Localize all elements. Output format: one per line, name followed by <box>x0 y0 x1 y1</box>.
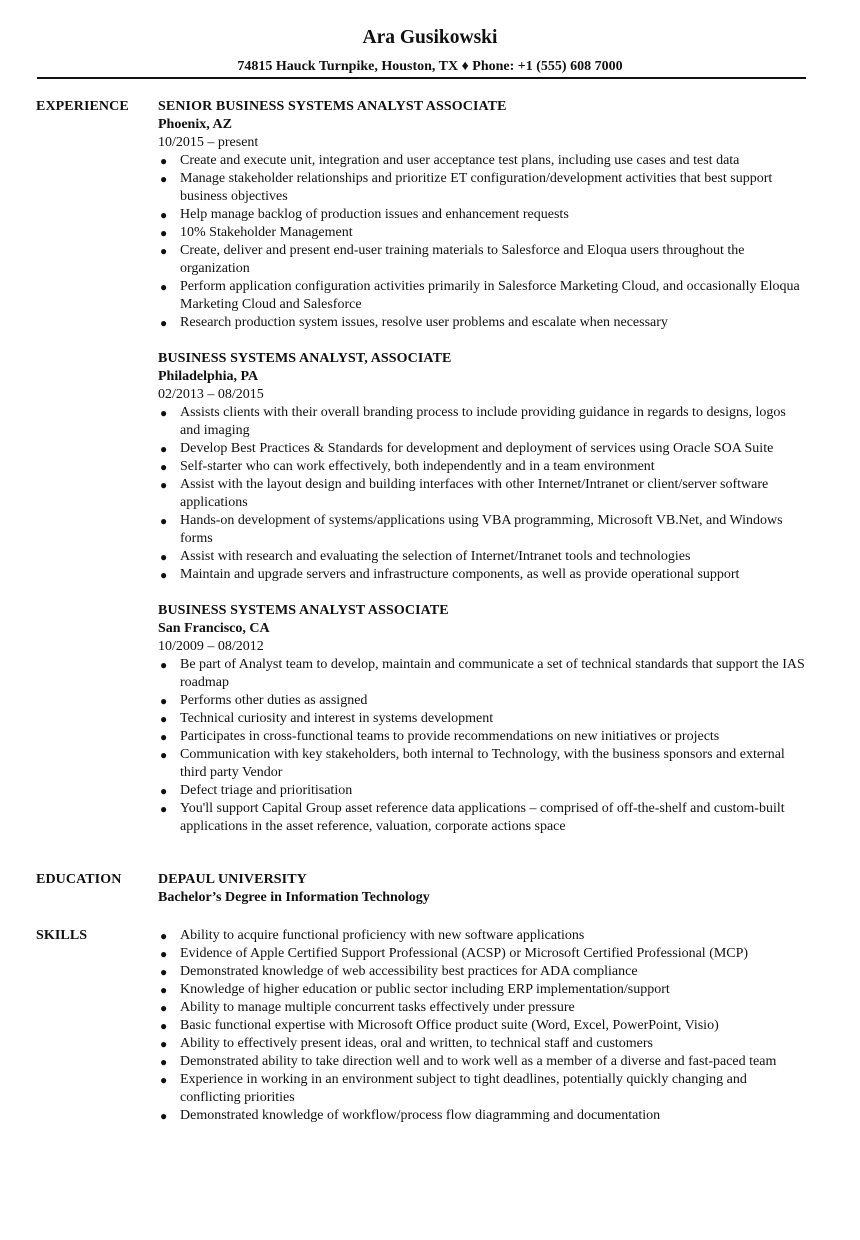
bullet-text: Communication with key stakeholders, both internal to Technology, with the business sponsors and external third party Vendor <box>180 747 785 780</box>
job-entry <box>158 350 808 584</box>
bullet-text: Assist with research and evaluating the selection of Internet/Intranet tools and technologies <box>180 549 691 564</box>
bullet-icon: ● <box>160 1109 168 1123</box>
job-dates: 10/2015 – present <box>158 135 259 150</box>
bullet-icon: ● <box>160 1001 168 1015</box>
bullet-text: You'll support Capital Group asset reference data applications – comprised of off-the-shelf and custom-built applications in the asset reference, valuation, corporate actions space <box>180 801 785 834</box>
bullet-icon: ● <box>160 208 168 222</box>
bullet-text: Defect triage and prioritisation <box>180 783 353 798</box>
bullet-icon: ● <box>160 244 168 258</box>
list-item <box>158 1035 808 1053</box>
bullet-icon: ● <box>160 929 168 943</box>
bullet-icon: ● <box>160 965 168 979</box>
job-location: Phoenix, AZ <box>158 117 232 132</box>
list-item <box>158 224 808 242</box>
list-item <box>158 1053 808 1071</box>
skills-bullets <box>158 927 808 1125</box>
list-item <box>158 278 808 314</box>
list-item <box>158 206 808 224</box>
bullet-icon: ● <box>160 316 168 330</box>
bullet-icon: ● <box>160 1037 168 1051</box>
education-entry <box>158 871 808 907</box>
education-heading: EDUCATION <box>36 872 122 887</box>
job-title: SENIOR BUSINESS SYSTEMS ANALYST ASSOCIATE <box>158 99 507 114</box>
list-item <box>158 152 808 170</box>
list-item <box>158 1071 808 1107</box>
list-item <box>158 728 808 746</box>
skill-text: Evidence of Apple Certified Support Professional (ACSP) or Microsoft Certified Professional (MCP) <box>180 946 749 961</box>
job-location: Philadelphia, PA <box>158 369 259 384</box>
list-item <box>158 1107 808 1125</box>
job-dates: 10/2009 – 08/2012 <box>158 639 264 654</box>
bullet-text: Performs other duties as assigned <box>180 693 368 708</box>
list-item <box>158 476 808 512</box>
skill-text: Ability to effectively present ideas, oral and written, to technical staff and customers <box>180 1036 653 1051</box>
bullet-icon: ● <box>160 406 168 420</box>
list-item <box>158 999 808 1017</box>
list-item <box>158 963 808 981</box>
skills-list <box>158 927 808 1125</box>
bullet-text: Perform application configuration activities primarily in Salesforce Marketing Cloud, and occasionally Eloqua Marketing Cloud and Salesforce <box>180 279 800 312</box>
job-dates: 02/2013 – 08/2015 <box>158 387 264 402</box>
job-title: BUSINESS SYSTEMS ANALYST, ASSOCIATE <box>158 351 452 366</box>
bullet-icon: ● <box>160 460 168 474</box>
bullet-icon: ● <box>160 1019 168 1033</box>
contact-line: 74815 Hauck Turnpike, Houston, TX ♦ Phone: +1 (555) 608 7000 <box>237 59 623 74</box>
bullet-icon: ● <box>160 1073 168 1087</box>
bullet-icon: ● <box>160 748 168 762</box>
bullet-icon: ● <box>160 550 168 564</box>
list-item <box>158 927 808 945</box>
bullet-icon: ● <box>160 568 168 582</box>
experience-heading: EXPERIENCE <box>36 99 129 114</box>
bullet-text: Hands-on development of systems/applications using VBA programming, Microsoft VB.Net, and Windows forms <box>180 513 783 546</box>
list-item <box>158 314 808 332</box>
bullet-icon: ● <box>160 172 168 186</box>
list-item <box>158 746 808 782</box>
bullet-icon: ● <box>160 514 168 528</box>
candidate-name: Ara Gusikowski <box>362 27 498 48</box>
bullet-text: Participates in cross-functional teams to provide recommendations on new initiatives or projects <box>180 729 720 744</box>
list-item <box>158 458 808 476</box>
bullet-text: Help manage backlog of production issues and enhancement requests <box>180 207 569 222</box>
skill-text: Ability to acquire functional proficiency with new software applications <box>180 928 585 943</box>
skill-text: Demonstrated knowledge of workflow/process flow diagramming and documentation <box>180 1108 661 1123</box>
skill-text: Basic functional expertise with Microsoft Office product suite (Word, Excel, PowerPoint, Visio) <box>180 1018 719 1033</box>
bullet-text: Manage stakeholder relationships and prioritize ET configuration/development activities that best support business objectives <box>180 171 773 204</box>
bullet-icon: ● <box>160 947 168 961</box>
list-item <box>158 692 808 710</box>
list-item <box>158 800 808 836</box>
job-bullets <box>158 152 808 332</box>
school-name: DEPAUL UNIVERSITY <box>158 872 307 887</box>
job-bullets <box>158 404 808 584</box>
list-item <box>158 945 808 963</box>
bullet-icon: ● <box>160 712 168 726</box>
bullet-text: Be part of Analyst team to develop, maintain and communicate a set of technical standards that support the IAS roadmap <box>180 657 805 690</box>
skill-text: Demonstrated ability to take direction well and to work well as a member of a diverse and fast-paced team <box>180 1054 777 1069</box>
job-entry <box>158 602 808 836</box>
list-item <box>158 170 808 206</box>
bullet-text: 10% Stakeholder Management <box>180 225 353 240</box>
experience-list <box>158 98 808 854</box>
bullet-icon: ● <box>160 478 168 492</box>
bullet-icon: ● <box>160 983 168 997</box>
list-item <box>158 782 808 800</box>
skill-text: Demonstrated knowledge of web accessibility best practices for ADA compliance <box>180 964 638 979</box>
list-item <box>158 981 808 999</box>
bullet-text: Develop Best Practices & Standards for development and deployment of services using Oracle SOA Suite <box>180 441 774 456</box>
job-location: San Francisco, CA <box>158 621 270 636</box>
list-item <box>158 1017 808 1035</box>
bullet-icon: ● <box>160 226 168 240</box>
list-item <box>158 548 808 566</box>
bullet-icon: ● <box>160 658 168 672</box>
list-item <box>158 656 808 692</box>
list-item <box>158 566 808 584</box>
skill-text: Ability to manage multiple concurrent tasks effectively under pressure <box>180 1000 575 1015</box>
list-item <box>158 242 808 278</box>
bullet-icon: ● <box>160 730 168 744</box>
job-entry <box>158 98 808 332</box>
bullet-text: Assist with the layout design and building interfaces with other Internet/Intranet or client/server software applications <box>180 477 769 510</box>
header-divider <box>37 77 806 79</box>
list-item <box>158 512 808 548</box>
bullet-icon: ● <box>160 802 168 816</box>
bullet-icon: ● <box>160 280 168 294</box>
list-item <box>158 710 808 728</box>
bullet-icon: ● <box>160 442 168 456</box>
bullet-icon: ● <box>160 694 168 708</box>
bullet-icon: ● <box>160 154 168 168</box>
list-item <box>158 440 808 458</box>
job-title: BUSINESS SYSTEMS ANALYST ASSOCIATE <box>158 603 449 618</box>
list-item <box>158 404 808 440</box>
bullet-text: Create and execute unit, integration and user acceptance test plans, including use cases and test data <box>180 153 740 168</box>
job-bullets <box>158 656 808 836</box>
skill-text: Experience in working in an environment subject to tight deadlines, potentially quickly changing and conflicting priorities <box>180 1072 747 1105</box>
resume-header <box>0 24 860 76</box>
bullet-icon: ● <box>160 784 168 798</box>
degree-name: Bachelor’s Degree in Information Technology <box>158 890 430 905</box>
skills-heading: SKILLS <box>36 928 88 943</box>
bullet-icon: ● <box>160 1055 168 1069</box>
bullet-text: Maintain and upgrade servers and infrastructure components, as well as provide operational support <box>180 567 740 582</box>
bullet-text: Create, deliver and present end-user training materials to Salesforce and Eloqua users throughout the organization <box>180 243 745 276</box>
bullet-text: Assists clients with their overall branding process to include providing guidance in regards to designs, logos and imaging <box>180 405 786 438</box>
bullet-text: Self-starter who can work effectively, both independently and in a team environment <box>180 459 655 474</box>
bullet-text: Technical curiosity and interest in systems development <box>180 711 494 726</box>
skill-text: Knowledge of higher education or public sector including ERP implementation/support <box>180 982 670 997</box>
bullet-text: Research production system issues, resolve user problems and escalate when necessary <box>180 315 668 330</box>
